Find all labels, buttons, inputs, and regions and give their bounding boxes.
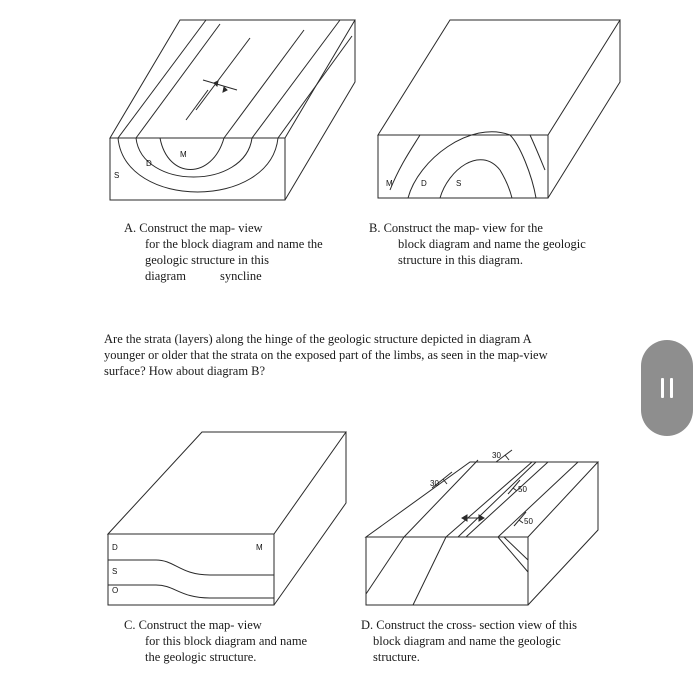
question-line-2: younger or older that the strata on the exposed part of the limbs, as seen in the map-view <box>104 348 548 362</box>
caption-a-line-3: geologic structure in this <box>145 253 269 267</box>
block-d-outline <box>366 462 598 605</box>
fold-a-outer-layer <box>118 138 278 192</box>
map-a-contact-5 <box>278 36 352 138</box>
label-b-outer: M <box>386 179 393 188</box>
dip-d-left: 30 <box>430 479 439 488</box>
caption-d-line-1: D. Construct the cross- section view of this <box>361 618 577 632</box>
caption-a-line-1: A. Construct the map- view <box>124 221 263 235</box>
map-d-contact-1 <box>404 460 478 537</box>
label-a-middle: D <box>146 159 152 168</box>
scroll-handle[interactable] <box>641 340 693 436</box>
label-c-top: D <box>112 543 118 552</box>
map-d-contact-4 <box>466 462 548 537</box>
block-b-outline <box>378 20 620 198</box>
question-line-3: surface? How about diagram B? <box>104 364 266 378</box>
handle-grip-icon-2 <box>670 378 673 398</box>
caption-d-line-3: structure. <box>373 650 420 664</box>
caption-a-line-2: for the block diagram and name the <box>145 237 323 251</box>
map-a-axial-line-2 <box>186 90 208 120</box>
caption-c-line-3: the geologic structure. <box>145 650 257 664</box>
anticline-symbol-arrows <box>462 515 484 521</box>
block-a-outline <box>110 20 355 200</box>
label-a-core: M <box>180 150 187 159</box>
anticline-b-core <box>440 160 512 198</box>
dip-d-top: 30 <box>492 451 501 460</box>
block-diagram-b <box>378 20 620 198</box>
anticline-b-middle <box>408 132 536 198</box>
map-a-contact-1 <box>118 20 206 138</box>
block-diagram-c <box>108 432 346 605</box>
map-d-contact-2 <box>446 462 532 537</box>
question-line-1: Are the strata (layers) along the hinge of the geologic structure depicted in diagram A <box>104 332 532 346</box>
caption-d-line-2: block diagram and name the geologic <box>373 634 561 648</box>
caption-b <box>369 220 586 268</box>
caption-c <box>124 617 307 665</box>
label-c-middle: S <box>112 567 118 576</box>
cross-d-right-wedge <box>498 537 528 572</box>
monocline-c-contact-lower <box>108 585 274 598</box>
caption-b-line-1: B. Construct the map- view for the <box>369 221 543 235</box>
caption-a-line-4-start: diagram <box>145 269 186 283</box>
fold-a-core-layer <box>160 138 224 170</box>
map-a-axial-line <box>196 38 250 110</box>
label-c-right: M <box>256 543 263 552</box>
label-a-outer: S <box>114 171 120 180</box>
fold-a-middle-layer <box>136 138 252 177</box>
cross-d-left-2 <box>413 537 446 605</box>
caption-b-line-2: block diagram and name the geologic <box>398 237 586 251</box>
label-c-bottom: O <box>112 586 119 595</box>
caption-c-line-2: for this block diagram and name <box>145 634 308 648</box>
dip-d-right-upper: 50 <box>518 485 527 494</box>
dip-d-right-lower: 50 <box>524 517 533 526</box>
question-text <box>104 331 604 379</box>
block-diagram-a <box>110 20 355 200</box>
caption-a-line-4 <box>124 268 323 284</box>
monocline-c-contact-upper <box>108 560 274 575</box>
caption-d <box>361 617 577 665</box>
label-b-core: S <box>456 179 462 188</box>
caption-c-line-1: C. Construct the map- view <box>124 618 262 632</box>
block-c-outline <box>108 432 346 605</box>
caption-a <box>124 220 323 284</box>
anticline-b-outer-right <box>530 135 545 170</box>
block-diagram-d <box>366 450 598 605</box>
label-b-middle: D <box>421 179 427 188</box>
caption-b-line-3: structure in this diagram. <box>398 253 523 267</box>
handle-grip-icon <box>661 378 664 398</box>
anticline-b-outer-left <box>390 135 420 190</box>
caption-a-answer: syncline <box>219 269 262 283</box>
cross-d-left-1 <box>366 537 404 594</box>
